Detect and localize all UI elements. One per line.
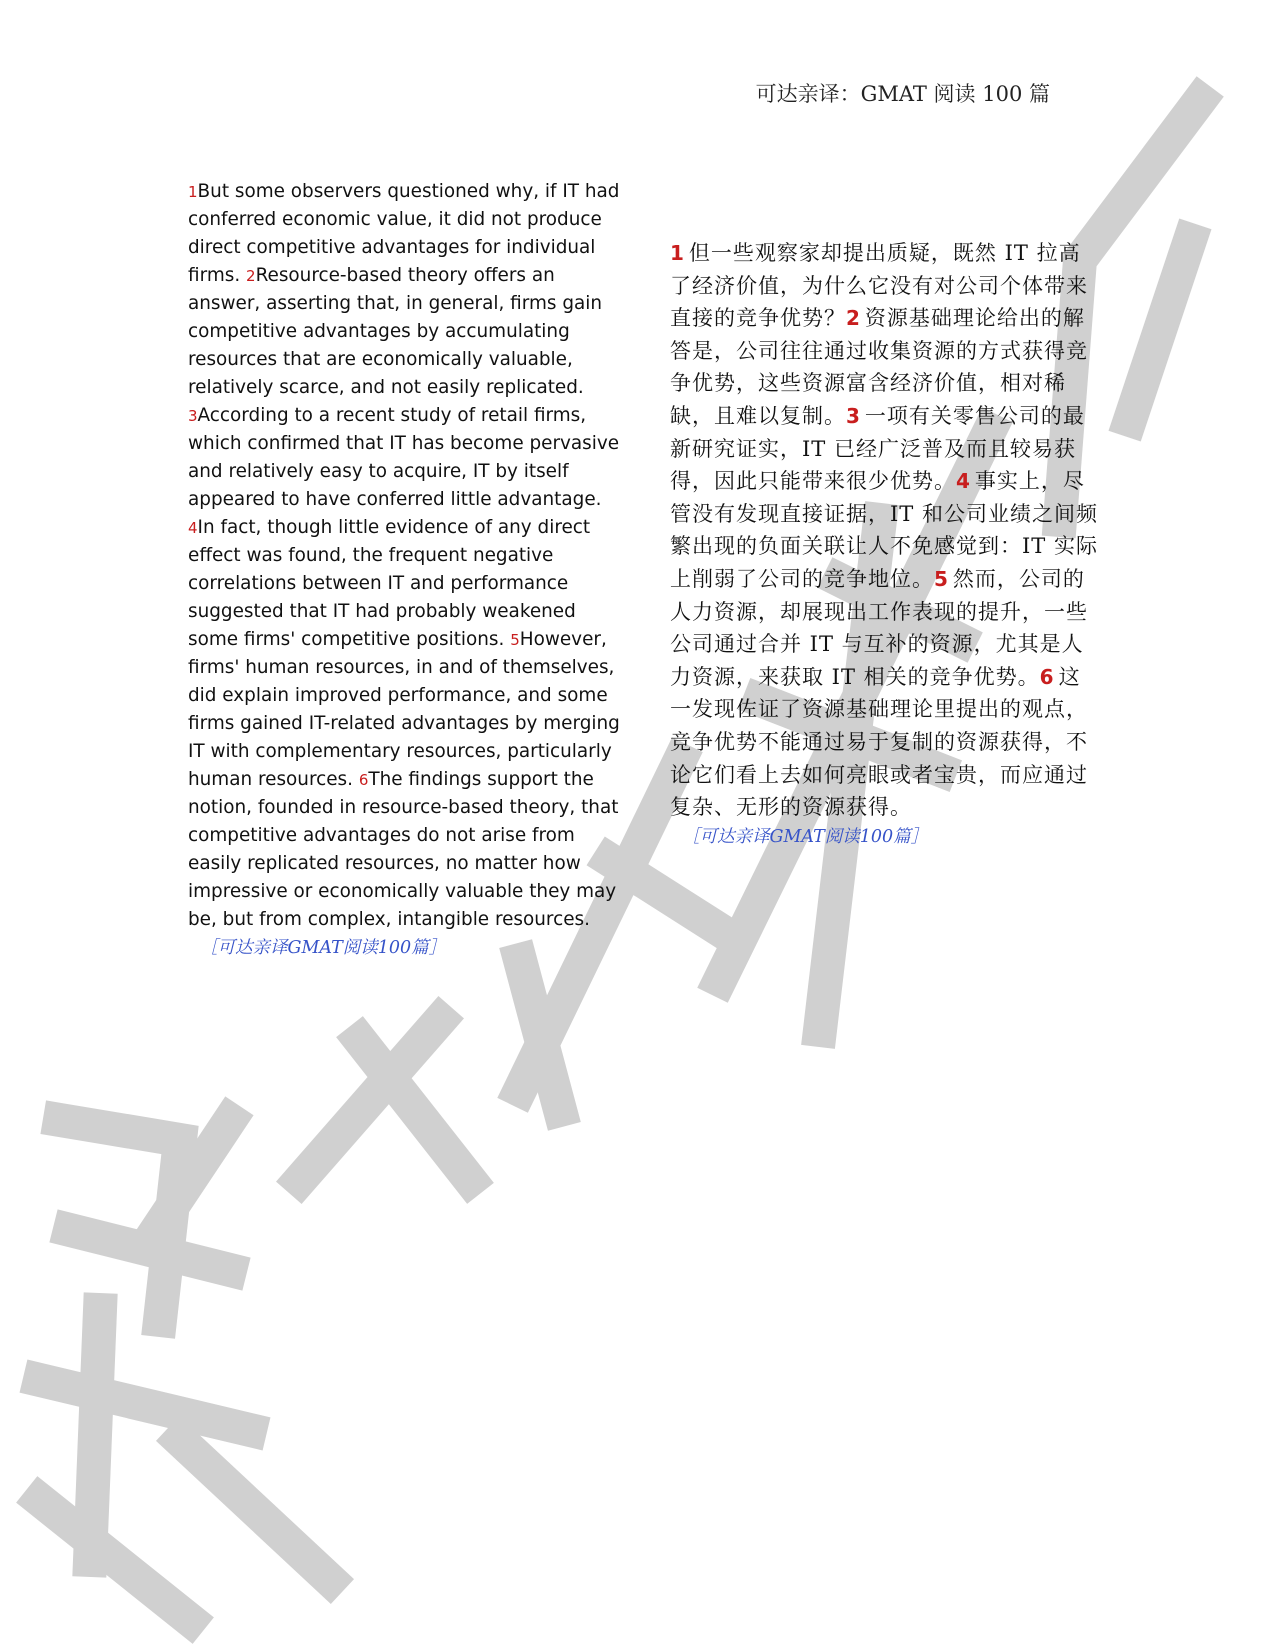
sentence: According to a recent study of retail firms, which confirmed that IT has become pervasive and relatively easy to acquire, IT by itself appeared to have conferred little advantage. xyxy=(188,405,620,510)
sentence-number: 1 xyxy=(188,183,198,201)
sentence-number: 5 xyxy=(510,631,520,649)
sentence: 然而，公司的人力资源，却展现出工作表现的提升，一些公司通过合并 IT 与互补的资源，尤其是人力资源，来获取 IT 相关的竞争优势。 xyxy=(670,566,1088,689)
sentence-number: 3 xyxy=(846,403,861,428)
sentence: 事实上，尽管没有发现直接证据，IT 和公司业绩之间频繁出现的负面关联让人不免感觉到：IT 实际上削弱了公司的竞争地位。 xyxy=(670,469,1098,591)
sentence: 资源基础理论给出的解答是，公司往往通过收集资源的方式获得竞争优势，这些资源富含经济价值，相对稀缺，且难以复制。 xyxy=(670,306,1088,428)
sentence: 但一些观察家却提出质疑，既然 IT 拉高了经济价值，为什么它没有对公司个体带来直接的竞争优势？ xyxy=(670,241,1088,331)
sentence-number: 4 xyxy=(956,469,971,494)
sentence-number: 3 xyxy=(188,407,198,425)
english-passage xyxy=(188,178,628,961)
sentence: However, firms' human resources, in and of themselves, did explain improved performance, and some firms gained IT-related advantages by merging IT with complementary resources, particularly human resources. xyxy=(188,629,620,790)
sentence-number: 2 xyxy=(846,306,861,331)
source-credit: ［可达亲译GMAT阅读100篇］ xyxy=(682,826,929,847)
page-header: 可达亲译：GMAT 阅读 100 篇 xyxy=(755,82,1050,106)
sentence: 一项有关零售公司的最新研究证实，IT 已经广泛普及而且较易获得，因此只能带来很少优势。 xyxy=(670,403,1085,494)
sentence-number: 6 xyxy=(1039,664,1055,689)
chinese-translation xyxy=(670,237,1100,850)
sentence: The findings support the notion, founded in resource-based theory, that competitive advantages do not arise from easily replicated resources, no matter how impressive or economically valuable they may be, but from complex, intangible resources. xyxy=(188,769,619,930)
sentence-number: 1 xyxy=(670,241,685,265)
sentence-number: 2 xyxy=(246,267,256,285)
source-credit: ［可达亲译GMAT阅读100篇］ xyxy=(200,938,447,958)
sentence-number: 6 xyxy=(358,771,369,789)
sentence: But some observers questioned why, if IT had conferred economic value, it did not produce direct competitive advantages for individual firms. xyxy=(188,181,620,286)
sentence-number: 5 xyxy=(934,566,949,591)
sentence: In fact, though little evidence of any direct effect was found, the frequent negative correlations between IT and performance suggested that IT had probably weakened some firms' competitive positions. xyxy=(188,517,591,650)
sentence-number: 4 xyxy=(188,519,198,537)
sentence: 这一发现佐证了资源基础理论里提出的观点，竞争优势不能通过易于复制的资源获得，不论它们看上去如何亮眼或者宝贵，而应通过复杂、无形的资源获得。 xyxy=(670,664,1088,820)
sentence: Resource-based theory offers an answer, asserting that, in general, firms gain competitive advantages by accumulating resources that are economically valuable, relatively scarce, and not easily replicated. xyxy=(188,265,603,398)
